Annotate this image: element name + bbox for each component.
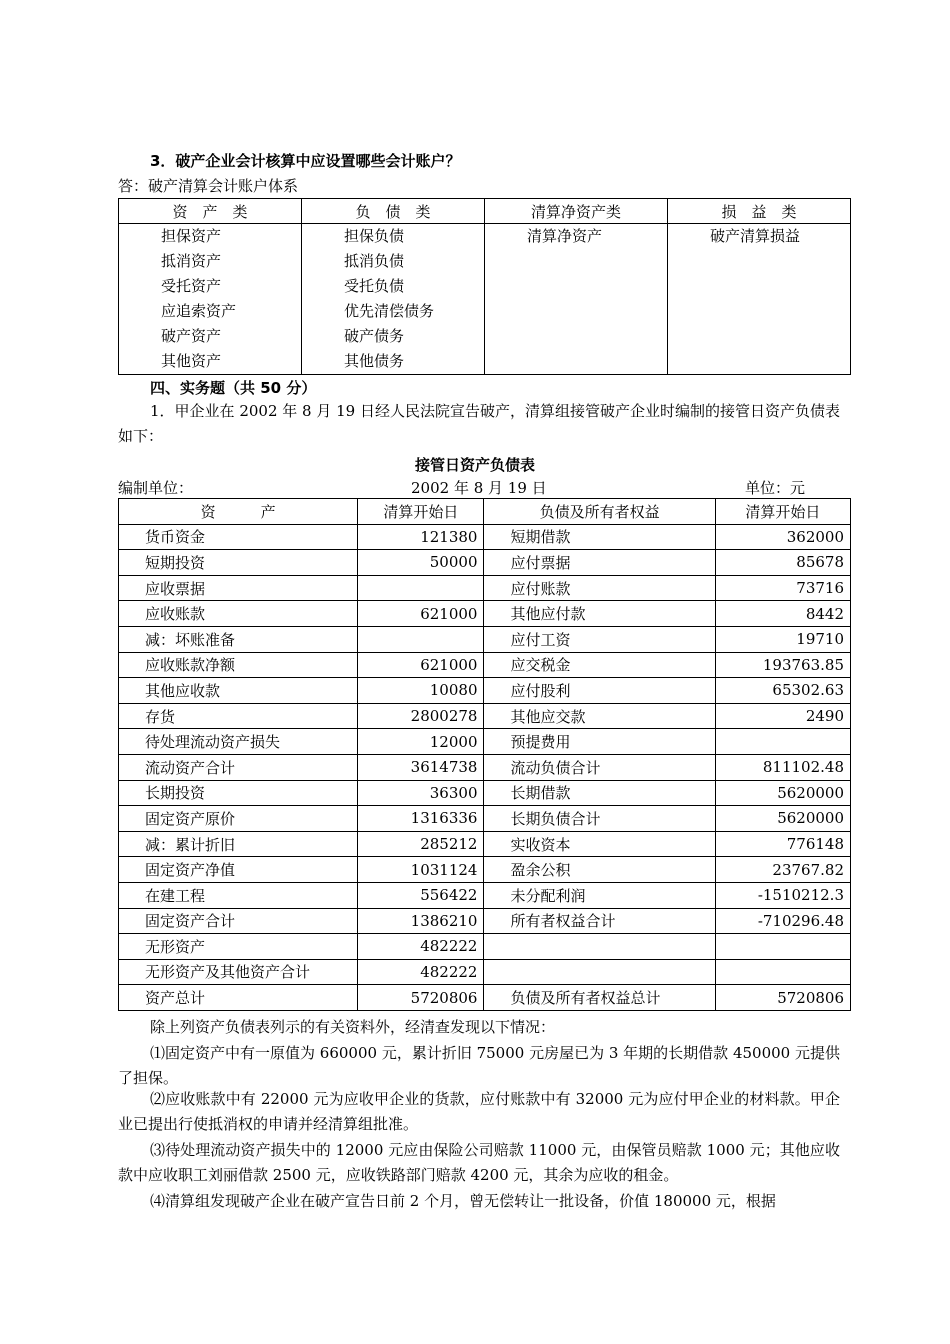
asset-item: 长期投资	[119, 780, 358, 806]
liability-item: 应付股利	[484, 678, 715, 704]
account-item: 破产资产	[161, 327, 222, 345]
sheet-date: 2002 年 8 月 19 日	[411, 479, 547, 497]
liability-item: 所有者权益合计	[484, 908, 715, 934]
liability-item: 盈余公积	[484, 857, 715, 883]
asset-item: 应收账款净额	[119, 652, 358, 678]
liability-value: 5620000	[715, 806, 850, 832]
liability-value: 8442	[715, 601, 850, 627]
asset-value: 10080	[358, 678, 484, 704]
liability-item: 其他应付款	[484, 601, 715, 627]
asset-value	[358, 575, 484, 601]
asset-item: 减：坏账准备	[119, 626, 358, 652]
asset-value: 3614738	[358, 754, 484, 780]
liability-value: 65302.63	[715, 678, 850, 704]
asset-value: 121380	[358, 524, 484, 550]
account-item: 优先清偿债务	[344, 302, 435, 320]
asset-item: 应收票据	[119, 575, 358, 601]
asset-item: 应收账款	[119, 601, 358, 627]
account-item: 清算净资产	[527, 227, 603, 245]
liability-item: 短期借款	[484, 524, 715, 550]
account-item: 抵消资产	[161, 252, 222, 270]
liability-item: 应付票据	[484, 550, 715, 576]
asset-item: 短期投资	[119, 550, 358, 576]
asset-value: 482222	[358, 959, 484, 985]
table-row	[119, 754, 851, 780]
intro-paragraph: 1．甲企业在 2002 年 8 月 19 日经人民法院宣告破产，清算组接管破产企业时编制的接管日资产负债表如下：	[118, 402, 840, 445]
liability-value	[715, 934, 850, 960]
liability-value: 85678	[715, 550, 850, 576]
liability-item: 长期借款	[484, 780, 715, 806]
currency-unit: 单位：元	[745, 479, 806, 497]
table-row	[119, 934, 851, 960]
column-header: 负债及所有者权益	[484, 499, 715, 525]
liability-value	[715, 729, 850, 755]
account-header: 损 益 类	[668, 199, 851, 224]
table-row	[119, 831, 851, 857]
asset-value: 1386210	[358, 908, 484, 934]
liability-item: 流动负债合计	[484, 754, 715, 780]
table-row	[119, 882, 851, 908]
liability-item	[484, 959, 715, 985]
asset-value: 12000	[358, 729, 484, 755]
liability-value: 811102.48	[715, 754, 850, 780]
table-row	[119, 780, 851, 806]
profit-loss-accounts	[668, 224, 851, 375]
net-asset-accounts	[485, 224, 668, 375]
preparer-label: 编制单位：	[118, 479, 194, 497]
liability-item: 预提费用	[484, 729, 715, 755]
account-item: 其他资产	[161, 352, 222, 370]
account-item: 受托资产	[161, 277, 222, 295]
asset-value: 5720806	[358, 985, 484, 1011]
liability-value: 776148	[715, 831, 850, 857]
liability-item: 负债及所有者权益总计	[484, 985, 715, 1011]
liability-value: 5720806	[715, 985, 850, 1011]
asset-item: 存货	[119, 703, 358, 729]
liability-item: 应付账款	[484, 575, 715, 601]
asset-item: 无形资产及其他资产合计	[119, 959, 358, 985]
account-system-table	[118, 198, 851, 375]
answer-line: 答：破产清算会计账户体系	[118, 177, 299, 195]
asset-value: 556422	[358, 882, 484, 908]
liability-item	[484, 934, 715, 960]
liability-value: -1510212.3	[715, 882, 850, 908]
paragraph: 除上列资产负债表列示的有关资料外，经清查发现以下情况：	[150, 1018, 556, 1036]
asset-item: 固定资产原价	[119, 806, 358, 832]
table-row	[119, 601, 851, 627]
asset-value: 621000	[358, 601, 484, 627]
table-row	[119, 985, 851, 1011]
question-title: 3．破产企业会计核算中应设置哪些会计账户？	[150, 152, 461, 170]
account-header: 负 债 类	[302, 199, 485, 224]
account-header: 资 产 类	[119, 199, 302, 224]
table-row	[119, 652, 851, 678]
paragraph: ⑷清算组发现破产企业在破产宣告日前 2 个月，曾无偿转让一批设备，价值 180000 元，根据	[150, 1192, 776, 1210]
liability-value: 73716	[715, 575, 850, 601]
asset-value: 285212	[358, 831, 484, 857]
paragraph: ⑵应收账款中有 22000 元为应收甲企业的货款，应付账款中有 32000 元为应付甲企业的材料款。甲企业已提出行使抵消权的申请并经清算组批准。	[118, 1090, 840, 1133]
asset-item: 货币资金	[119, 524, 358, 550]
asset-item: 待处理流动资产损失	[119, 729, 358, 755]
account-item: 破产清算损益	[710, 227, 801, 245]
liability-value: 19710	[715, 626, 850, 652]
asset-value: 2800278	[358, 703, 484, 729]
liability-accounts	[302, 224, 485, 375]
liability-value: 362000	[715, 524, 850, 550]
liability-value: 23767.82	[715, 857, 850, 883]
liability-value	[715, 959, 850, 985]
table-header-row	[119, 499, 851, 525]
liability-item: 其他应交款	[484, 703, 715, 729]
table-row	[119, 729, 851, 755]
liability-value: -710296.48	[715, 908, 850, 934]
table-row	[119, 806, 851, 832]
account-item: 担保资产	[161, 227, 222, 245]
asset-accounts	[119, 224, 302, 375]
account-header: 清算净资产类	[485, 199, 668, 224]
account-item: 应追索资产	[161, 302, 237, 320]
asset-value: 50000	[358, 550, 484, 576]
balance-sheet-title: 接管日资产负债表	[414, 456, 535, 474]
balance-sheet-table	[118, 498, 851, 1011]
liability-value: 193763.85	[715, 652, 850, 678]
liability-item: 实收资本	[484, 831, 715, 857]
liability-value: 5620000	[715, 780, 850, 806]
asset-value: 36300	[358, 780, 484, 806]
account-item: 受托负债	[344, 277, 405, 295]
asset-value: 482222	[358, 934, 484, 960]
asset-value: 1316336	[358, 806, 484, 832]
liability-item: 长期负债合计	[484, 806, 715, 832]
asset-item: 固定资产合计	[119, 908, 358, 934]
asset-item: 无形资产	[119, 934, 358, 960]
table-row	[119, 857, 851, 883]
table-row	[119, 678, 851, 704]
liability-value: 2490	[715, 703, 850, 729]
asset-item: 减：累计折旧	[119, 831, 358, 857]
asset-value	[358, 626, 484, 652]
section-title: 四、实务题（共 50 分）	[150, 379, 317, 397]
account-item: 抵消负债	[344, 252, 405, 270]
asset-item: 在建工程	[119, 882, 358, 908]
table-row	[119, 959, 851, 985]
asset-value: 621000	[358, 652, 484, 678]
liability-item: 未分配利润	[484, 882, 715, 908]
account-item: 破产债务	[344, 327, 405, 345]
column-header: 资 产	[119, 499, 358, 525]
asset-item: 其他应收款	[119, 678, 358, 704]
table-row	[119, 550, 851, 576]
asset-value: 1031124	[358, 857, 484, 883]
column-header: 清算开始日	[715, 499, 850, 525]
paragraph: ⑴固定资产中有一原值为 660000 元，累计折旧 75000 元房屋已为 3 年期的长期借款 450000 元提供了担保。	[118, 1044, 840, 1087]
asset-item: 资产总计	[119, 985, 358, 1011]
liability-item: 应交税金	[484, 652, 715, 678]
account-item: 担保负债	[344, 227, 405, 245]
table-row	[119, 524, 851, 550]
table-row	[119, 908, 851, 934]
table-row	[119, 575, 851, 601]
account-item: 其他债务	[344, 352, 405, 370]
table-row	[119, 703, 851, 729]
paragraph: ⑶待处理流动资产损失中的 12000 元应由保险公司赔款 11000 元，由保管员赔款 1000 元；其他应收款中应收职工刘丽借款 2500 元，应收铁路部门赔款 4200 元，其余为应收的租金。	[118, 1141, 840, 1184]
table-row	[119, 626, 851, 652]
asset-item: 固定资产净值	[119, 857, 358, 883]
column-header: 清算开始日	[358, 499, 484, 525]
liability-item: 应付工资	[484, 626, 715, 652]
asset-item: 流动资产合计	[119, 754, 358, 780]
